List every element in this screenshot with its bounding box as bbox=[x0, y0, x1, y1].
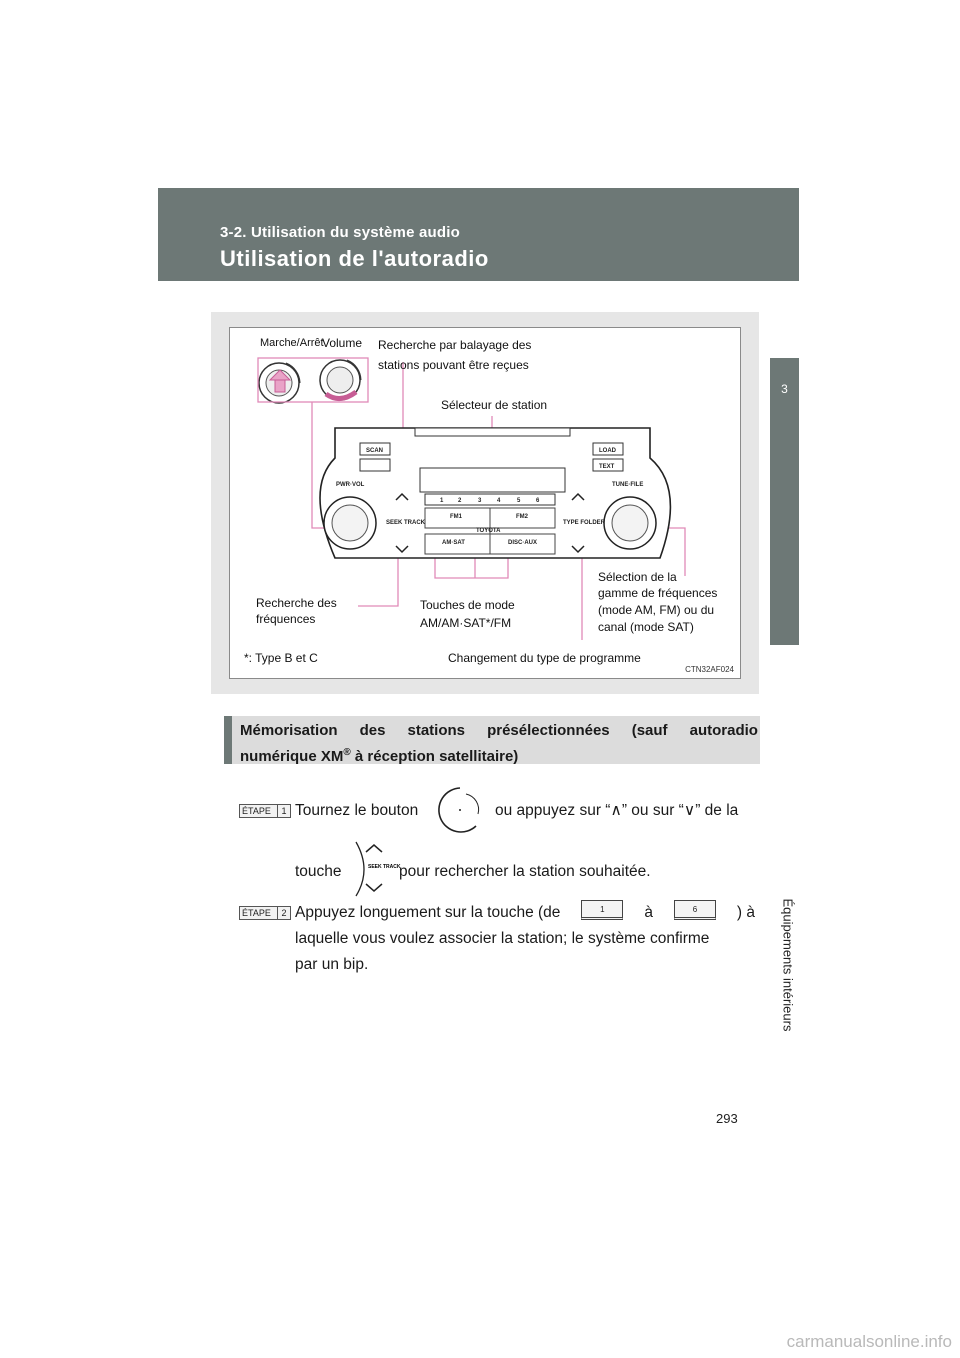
audio-panel-figure bbox=[229, 327, 741, 679]
preset-1[interactable]: 1 bbox=[440, 498, 444, 504]
tune-knob-icon bbox=[436, 786, 488, 834]
page-number: 293 bbox=[716, 1111, 738, 1126]
brand-logo: TOYOTA bbox=[476, 528, 501, 534]
registered-mark: ® bbox=[343, 747, 351, 758]
label-scan-1: Recherche par balayage des bbox=[378, 338, 532, 352]
seek-track-label: SEEK TRACK bbox=[386, 520, 426, 526]
step-1-line1b bbox=[495, 798, 738, 824]
text: Appuyez longuement sur la touche (de bbox=[295, 904, 561, 921]
seek-track-icon-label: SEEK TRACK bbox=[368, 864, 401, 870]
down-arrow-icon: ∨ bbox=[683, 802, 696, 819]
seek-track-button-icon bbox=[352, 840, 401, 898]
chapter-side-label-text: Équipements intérieurs bbox=[780, 898, 796, 1032]
heading-word: autoradio bbox=[689, 722, 758, 739]
preset-key-6: 6 bbox=[674, 900, 716, 920]
label-band-1: Sélection de la bbox=[598, 570, 677, 584]
step-2-line2: laquelle vous voulez associer la station; le système confirme bbox=[295, 930, 710, 947]
label-volume: Volume bbox=[322, 336, 363, 350]
step-1-line1a: Tournez le bouton bbox=[295, 802, 419, 819]
chapter-number: 3 bbox=[781, 382, 788, 396]
text: ou appuyez sur “ bbox=[495, 802, 611, 819]
preset-4[interactable]: 4 bbox=[497, 498, 501, 504]
label-band-2: gamme de fréquences bbox=[598, 586, 718, 600]
fm1-button[interactable]: FM1 bbox=[450, 514, 462, 520]
chapter-side-label bbox=[773, 870, 803, 1060]
pwr-vol-label: PWR·VOL bbox=[336, 482, 365, 488]
step-1-line2a: touche bbox=[295, 863, 342, 880]
label-seek-1: Recherche des bbox=[256, 596, 337, 610]
power-knob-detail bbox=[259, 363, 300, 403]
step-1-badge bbox=[239, 804, 291, 818]
label-mode-1: Touches de mode bbox=[420, 598, 515, 612]
preset-6[interactable]: 6 bbox=[536, 498, 540, 504]
step-word: ÉTAPE bbox=[242, 806, 271, 816]
preset-2[interactable]: 2 bbox=[458, 498, 462, 504]
label-band-3: (mode AM, FM) ou du bbox=[598, 603, 715, 617]
section-heading-line2 bbox=[240, 742, 758, 768]
watermark: carmanualsonline.info bbox=[786, 1332, 952, 1351]
figure-code: CTN32AF024 bbox=[685, 665, 734, 674]
tune-file-label: TUNE·FILE bbox=[612, 482, 644, 488]
text: ) à bbox=[736, 904, 755, 921]
step-word: ÉTAPE bbox=[242, 908, 271, 918]
section-heading-line1 bbox=[240, 720, 758, 742]
disc-aux-button[interactable]: DISC·AUX bbox=[508, 540, 538, 546]
text-button[interactable]: TEXT bbox=[599, 464, 615, 470]
heading-word: Mémorisation bbox=[240, 722, 338, 739]
preset-3[interactable]: 3 bbox=[478, 498, 482, 504]
text: ” ou sur “ bbox=[621, 802, 684, 819]
label-seek-2: fréquences bbox=[256, 612, 316, 626]
fm2-button[interactable]: FM2 bbox=[516, 514, 528, 520]
label-footnote: *: Type B et C bbox=[244, 651, 318, 665]
scan-button[interactable]: SCAN bbox=[366, 448, 384, 454]
section-subtitle: 3-2. Utilisation du système audio bbox=[220, 224, 460, 241]
am-sat-button[interactable]: AM·SAT bbox=[442, 540, 465, 546]
heading-word: des bbox=[359, 722, 386, 739]
load-button[interactable]: LOAD bbox=[599, 448, 616, 454]
preset-key-1: 1 bbox=[581, 900, 623, 920]
heading-word: (sauf bbox=[631, 722, 668, 739]
step-2-line1 bbox=[295, 900, 755, 926]
text: à bbox=[644, 904, 653, 921]
step-2-line3: par un bip. bbox=[295, 956, 369, 973]
text: ” de la bbox=[695, 802, 739, 819]
label-scan-2: stations pouvant être reçues bbox=[378, 358, 529, 372]
up-arrow-icon: ∧ bbox=[610, 802, 622, 819]
label-mode-2: AM/AM·SAT*/FM bbox=[420, 616, 512, 630]
heading-word: stations bbox=[407, 722, 466, 739]
step-2-badge bbox=[239, 906, 291, 920]
label-program: Changement du type de programme bbox=[448, 651, 641, 665]
label-band-4: canal (mode SAT) bbox=[598, 620, 694, 634]
step-number: 2 bbox=[277, 907, 290, 919]
heading-text: numérique XM bbox=[240, 748, 344, 765]
heading-text: à réception satellitaire) bbox=[350, 748, 519, 765]
label-selector: Sélecteur de station bbox=[441, 398, 548, 412]
section-heading bbox=[224, 716, 760, 764]
type-folder-label: TYPE FOLDER bbox=[563, 520, 606, 526]
page-title: Utilisation de l'autoradio bbox=[220, 246, 489, 271]
preset-5[interactable]: 5 bbox=[517, 498, 521, 504]
volume-knob-detail bbox=[320, 360, 361, 400]
chapter-header bbox=[158, 188, 799, 281]
chapter-tab bbox=[770, 358, 799, 645]
heading-word: présélectionnées bbox=[487, 722, 610, 739]
step-number: 1 bbox=[277, 805, 290, 817]
label-power: Marche/Arrêt bbox=[260, 337, 324, 349]
step-1-line2b: pour rechercher la station souhaitée. bbox=[399, 863, 651, 880]
